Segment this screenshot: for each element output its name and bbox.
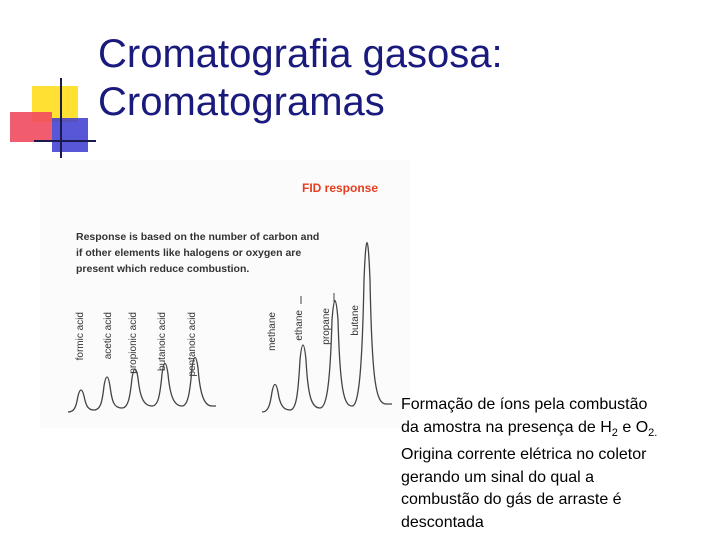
peak-label-ethane: ethane bbox=[294, 310, 305, 341]
figure-note-line-2: if other elements like halogens or oxygen are bbox=[76, 247, 302, 259]
peak-label-pentanoic-acid: pentanoic acid bbox=[187, 312, 198, 377]
peak-label-butane: butane bbox=[350, 305, 361, 336]
slide-title-line-1: Cromatografia gasosa: bbox=[98, 32, 503, 76]
caption-o-subscript: 2. bbox=[648, 426, 658, 439]
peak-label-acetic-acid: acetic acid bbox=[103, 312, 114, 360]
figure-background bbox=[40, 160, 410, 428]
caption-line-3: Origina corrente elétrica no coletor bbox=[401, 446, 647, 464]
caption-line-2 bbox=[401, 417, 701, 445]
caption-line-2-pre: da amostra na presença de H bbox=[401, 418, 612, 436]
figure-note-line-3: present which reduce combustion. bbox=[76, 263, 250, 275]
fid-response-figure bbox=[40, 160, 410, 428]
caption-line-2-mid: e O bbox=[617, 418, 649, 436]
decor-vertical-line bbox=[60, 78, 62, 158]
peak-label-propionic-acid: propionic acid bbox=[128, 312, 139, 374]
figure-note-line-1: Response is based on the number of carbon and bbox=[76, 231, 320, 243]
peak-label-methane: methane bbox=[267, 312, 278, 351]
caption-line-4: gerando um sinal do qual a bbox=[401, 468, 595, 486]
caption bbox=[401, 394, 701, 534]
caption-line-5: combustão do gás de arraste é bbox=[401, 491, 622, 509]
peak-label-butanoic-acid: butanoic acid bbox=[157, 312, 168, 371]
peak-label-formic-acid: formic acid bbox=[75, 312, 86, 361]
caption-line-6: descontada bbox=[401, 513, 484, 531]
figure-title: FID response bbox=[302, 181, 379, 195]
slide-title-line-2: Cromatogramas bbox=[98, 80, 385, 124]
decor-red-square bbox=[10, 112, 52, 142]
caption-h-subscript: 2 bbox=[611, 426, 618, 439]
decor-blue-square bbox=[52, 118, 88, 152]
decor-horizontal-line bbox=[34, 140, 96, 142]
peak-label-propane: propane bbox=[321, 308, 332, 345]
slide-title bbox=[98, 30, 698, 126]
caption-line-1: Formação de íons pela combustão bbox=[401, 396, 648, 413]
